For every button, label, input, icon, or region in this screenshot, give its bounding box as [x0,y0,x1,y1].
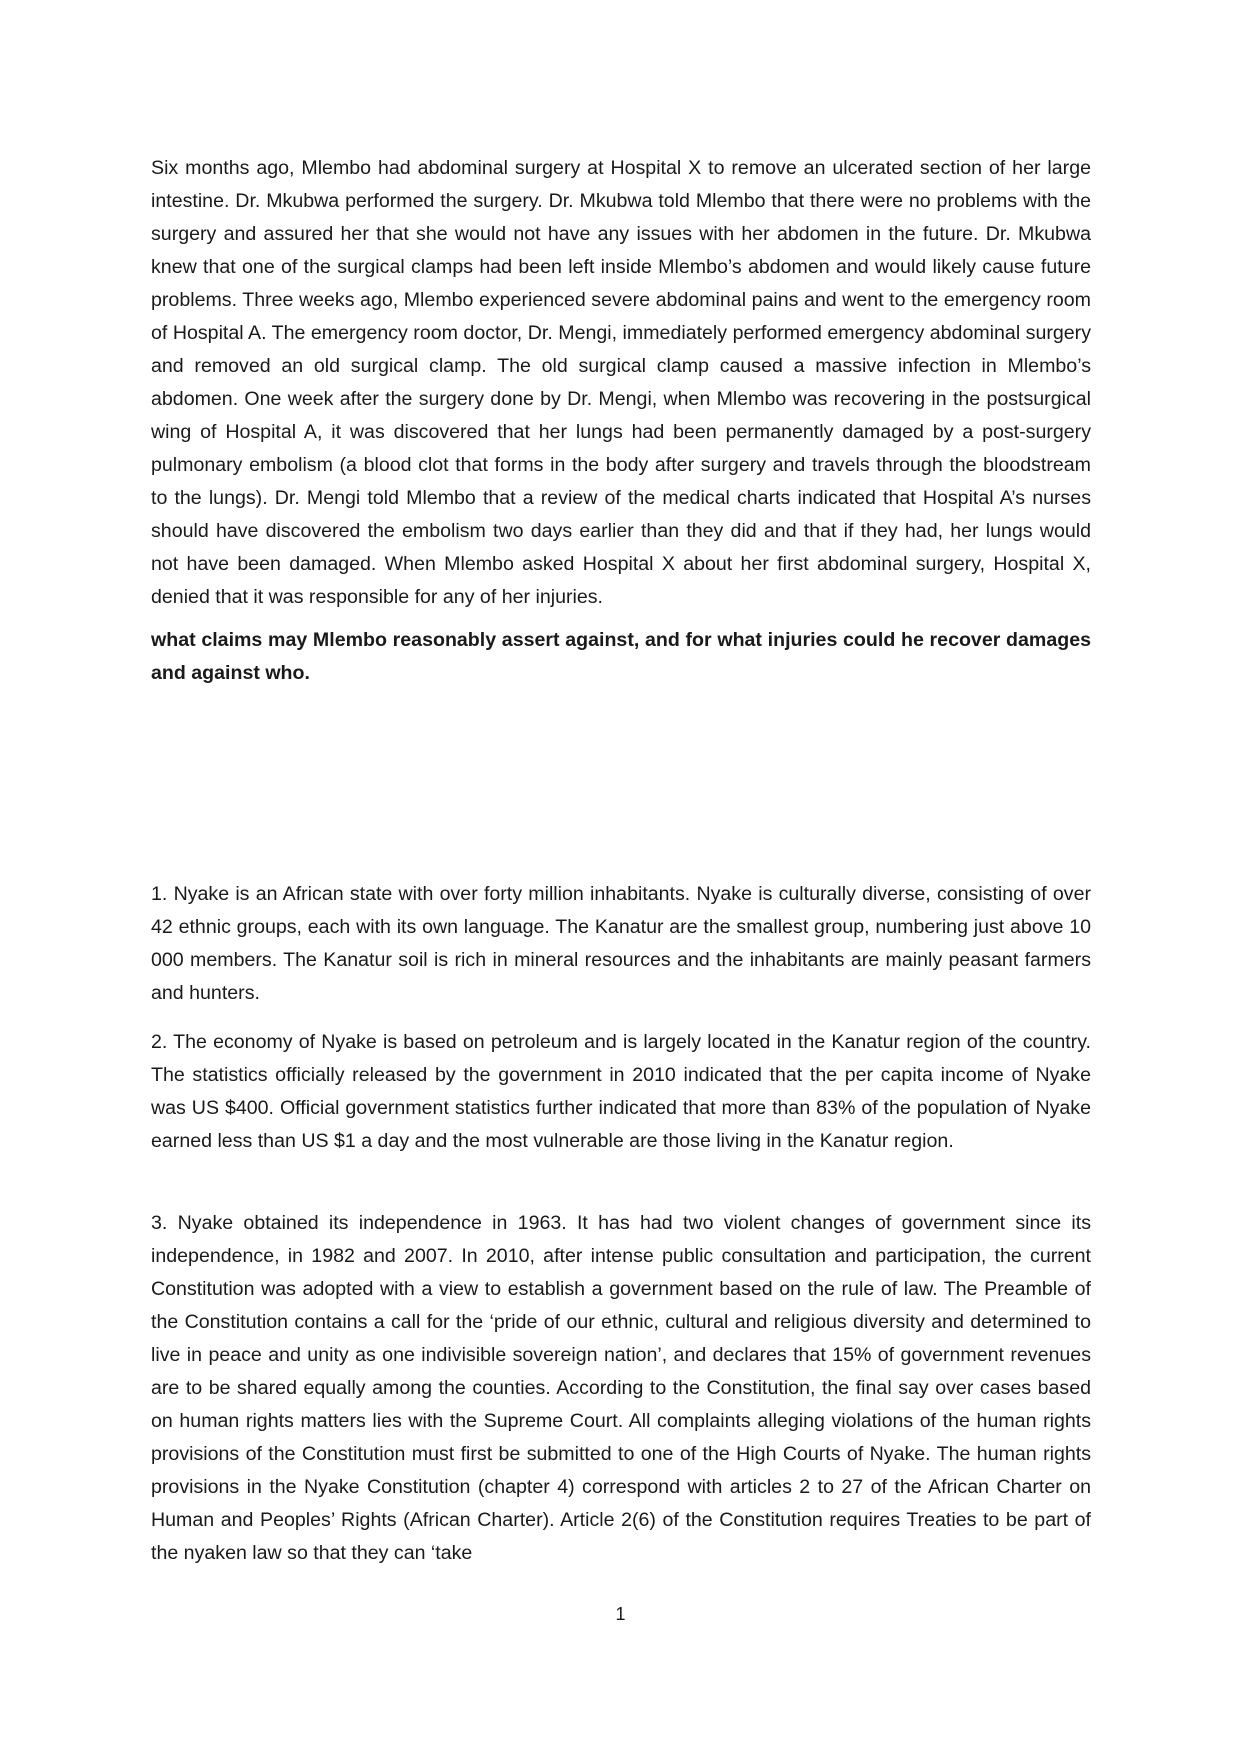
case-question: what claims may Mlembo reasonably assert against, and for what injuries could he recover damages and against who. [151,629,1091,684]
nyake-paragraph-1: 1. Nyake is an African state with over forty million inhabitants. Nyake is culturally diverse, consisting of over 42 ethnic groups, each with its own language. The Kanatur are the smallest group, numbering just above 10 000 members. The Kanatur soil is rich in mineral resources and the inhabitants are mainly peasant farmers and hunters. [151,883,1091,1004]
page-number: 1 [615,1604,626,1624]
nyake-paragraph-3: 3. Nyake obtained its independence in 1963. It has had two violent changes of government since its independence, in 1982 and 2007. In 2010, after intense public consultation and participation, the current Constitution was adopted with a view to establish a government based on the rule of law. The Preamble of the Constitution contains a call for the ‘pride of our ethnic, cultural and religious diversity and determined to live in peace and unity as one indivisible sovereign nation’, and declares that 15% of government revenues are to be shared equally among the counties. According to the Constitution, the final say over cases based on human rights matters lies with the Supreme Court. All complaints alleging violations of the human rights provisions of the Constitution must first be submitted to one of the High Courts of Nyake. The human rights provisions in the Nyake Constitution (chapter 4) correspond with articles 2 to 27 of the African Charter on Human and Peoples’ Rights (African Charter). Article 2(6) of the Constitution requires Treaties to be part of the nyaken law so that they can ‘take [151,1212,1091,1564]
case-section [151,152,1091,690]
case-facts-paragraph: Six months ago, Mlembo had abdominal surgery at Hospital X to remove an ulcerated section of her large intestine. Dr. Mkubwa performed the surgery. Dr. Mkubwa told Mlembo that there were no problems with the surgery and assured her that she would not have any issues with her abdomen in the future. Dr. Mkubwa knew that one of the surgical clamps had been left inside Mlembo’s abdomen and would likely cause future problems. Three weeks ago, Mlembo experienced severe abdominal pains and went to the emergency room of Hospital A. The emergency room doctor, Dr. Mengi, immediately performed emergency abdominal surgery and removed an old surgical clamp. The old surgical clamp caused a massive infection in Mlembo’s abdomen. One week after the surgery done by Dr. Mengi, when Mlembo was recovering in the postsurgical wing of Hospital A, it was discovered that her lungs had been permanently damaged by a post-surgery pulmonary embolism (a blood clot that forms in the body after surgery and travels through the bloodstream to the lungs). Dr. Mengi told Mlembo that a review of the medical charts indicated that Hospital A’s nurses should have discovered the embolism two days earlier than they did and that if they had, her lungs would not have been damaged. When Mlembo asked Hospital X about her first abdominal surgery, Hospital X, denied that it was responsible for any of her injuries. [151,157,1091,608]
nyake-paragraph-2: 2. The economy of Nyake is based on petroleum and is largely located in the Kanatur region of the country. The statistics officially released by the government in 2010 indicated that the per capita income of Nyake was US $400. Official government statistics further indicated that more than 83% of the population of Nyake earned less than US $1 a day and the most vulnerable are those living in the Kanatur region. [151,1031,1091,1152]
